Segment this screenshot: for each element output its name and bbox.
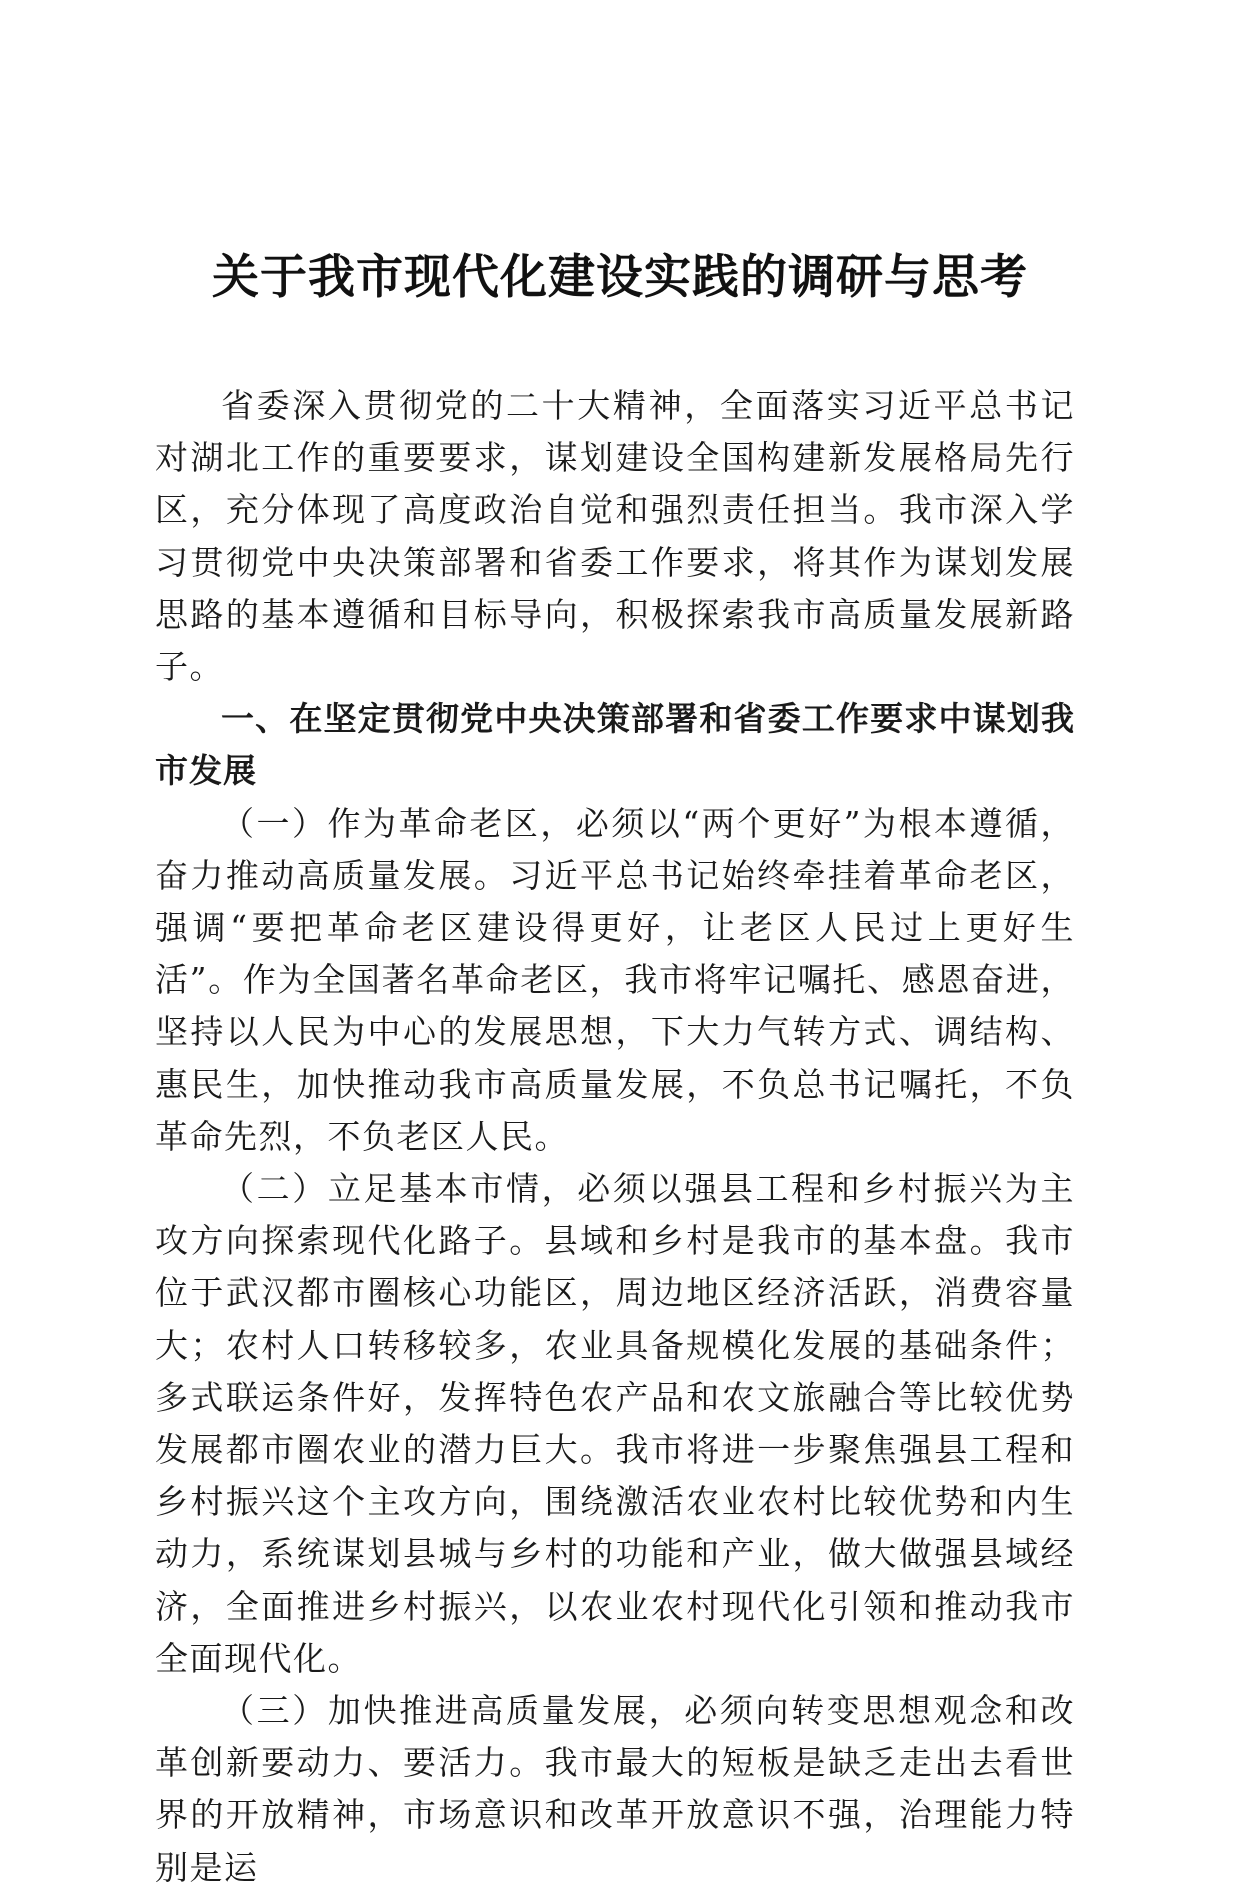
section-heading: 一、在坚定贯彻党中央决策部署和省委工作要求中谋划我市发展 xyxy=(155,699,1075,791)
body-paragraph-1: （一）作为革命老区，必须以“两个更好”为根本遵循，奋力推动高质量发展。习近平总书记始终牵挂着革命老区，强调“要把革命老区建设得更好，让老区人民过上更好生活”。作为全国著名革命老区，我市将牢记嘱托、感恩奋进，坚持以人民为中心的发展思想，下大力气转方式、调结构、惠民生，加快推动我市高质量发展，不负总书记嘱托，不负革命先烈，不负老区人民。 xyxy=(155,803,1075,1156)
body-paragraph-2: （二）立足基本市情，必须以强县工程和乡村振兴为主攻方向探索现代化路子。县域和乡村是我市的基本盘。我市位于武汉都市圈核心功能区，周边地区经济活跃，消费容量大；农村人口转移较多，农业具备规模化发展的基础条件；多式联运条件好，发挥特色农产品和农文旅融合等比较优势发展都市圈农业的潜力巨大。我市将进一步聚焦强县工程和乡村振兴这个主攻方向，围绕激活农业农村比较优势和内生动力，系统谋划县城与乡村的功能和产业，做大做强县域经济，全面推进乡村振兴，以农业农村现代化引领和推动我市全面现代化。 xyxy=(155,1169,1075,1678)
document-title: 关于我市现代化建设实践的调研与思考 xyxy=(212,250,1028,305)
document-body xyxy=(155,380,1075,1894)
body-paragraph-3: （三）加快推进高质量发展，必须向转变思想观念和改革创新要动力、要活力。我市最大的短板是缺乏走出去看世界的开放精神，市场意识和改革开放意识不强，治理能力特别是运 xyxy=(155,1691,1075,1887)
intro-paragraph: 省委深入贯彻党的二十大精神，全面落实习近平总书记对湖北工作的重要要求，谋划建设全国构建新发展格局先行区，充分体现了高度政治自觉和强烈责任担当。我市深入学习贯彻党中央决策部署和省委工作要求，将其作为谋划发展思路的基本遵循和目标导向，积极探索我市高质量发展新路子。 xyxy=(155,386,1075,687)
